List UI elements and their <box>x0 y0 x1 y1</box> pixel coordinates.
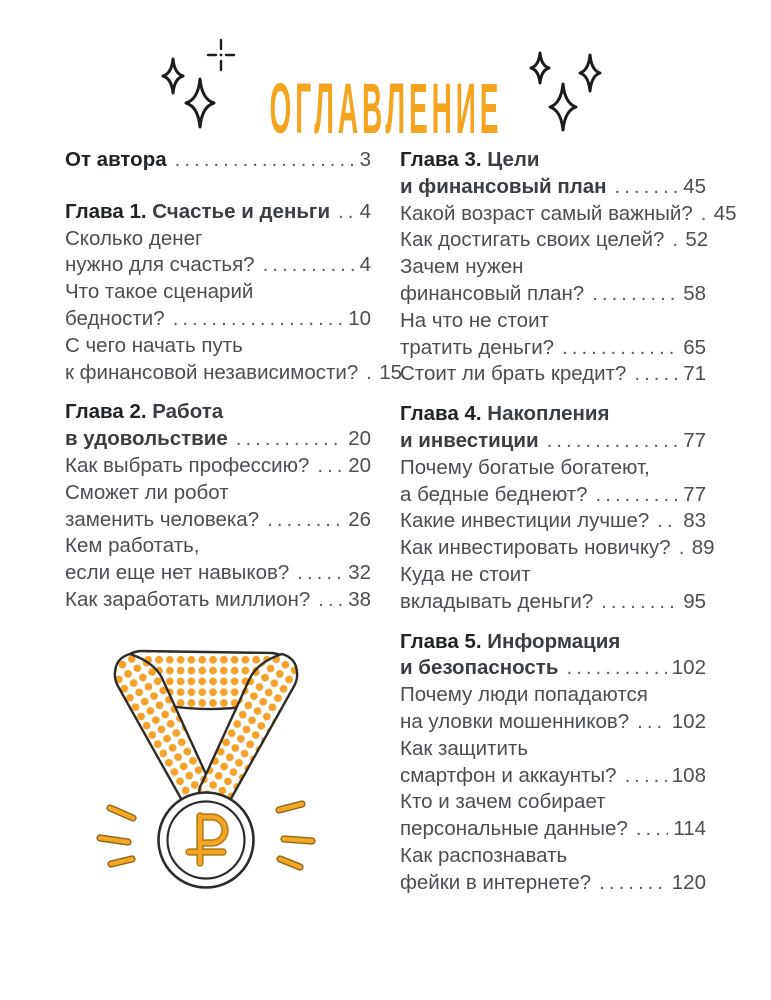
chapter-number: Глава 5. <box>400 629 482 653</box>
entry-title: Какие инвестиции лучше? <box>400 509 650 533</box>
toc-entry-line <box>65 587 371 614</box>
sparkle-star-icon <box>531 53 549 83</box>
toc-entry-line <box>65 533 371 560</box>
toc-section <box>65 147 371 174</box>
chapter-name: и финансовый план <box>400 174 607 198</box>
toc-chapter-line <box>400 174 706 201</box>
page-number: 102 <box>671 709 706 733</box>
dot-leader <box>634 361 678 388</box>
toc-entry-line <box>65 333 371 360</box>
page-number: 65 <box>683 335 706 359</box>
sparkle-star-icon <box>580 55 600 91</box>
toc-chapter-line <box>65 399 371 426</box>
entry-title: Куда не стоит <box>400 562 531 586</box>
toc-entry-line <box>400 201 737 228</box>
entry-title: Как инвестировать новичку? <box>400 536 671 560</box>
entry-title: Зачем нужен <box>400 255 524 279</box>
dot-leader <box>562 335 678 362</box>
dot-leader <box>625 763 667 790</box>
chapter-title <box>400 147 540 174</box>
chapter-number: От автора <box>65 148 167 171</box>
toc-entry-line <box>400 535 715 562</box>
entry-title: персональные данные? <box>400 817 628 841</box>
sparkle-star-icon <box>550 84 576 130</box>
dot-leader <box>173 306 344 333</box>
entry-title: Почему люди попадаются <box>400 683 648 707</box>
dot-leader <box>599 870 667 897</box>
dot-leader <box>592 281 678 308</box>
page-number: 26 <box>348 507 371 531</box>
toc-entry-line <box>400 361 706 388</box>
chapter-name: Счастье и деньги <box>146 199 331 223</box>
dot-leader <box>366 360 374 387</box>
toc-section <box>65 399 371 613</box>
chapter-number: Глава 2. <box>65 400 147 424</box>
toc-section <box>400 629 706 897</box>
toc-entry-line <box>65 360 403 387</box>
page-number: 20 <box>348 427 371 451</box>
page-title-wrap <box>0 69 771 149</box>
page-number: 102 <box>671 656 706 680</box>
dot-leader <box>636 816 668 843</box>
page-number: 120 <box>671 870 706 894</box>
toc-entry-line <box>65 306 371 333</box>
dot-leader <box>679 535 687 562</box>
chapter-name: Цели <box>481 148 540 171</box>
entry-title: вкладывать деньги? <box>400 589 594 613</box>
toc-chapter-line <box>400 401 706 428</box>
entry-title: финансовый план? <box>400 281 585 305</box>
page-number: 108 <box>671 763 706 787</box>
entry-title: к финансовой независимости? <box>65 360 359 384</box>
dot-leader <box>701 201 709 228</box>
page-number: 4 <box>359 253 371 277</box>
entry-title: Как достигать своих целей? <box>400 228 665 252</box>
toc-column-right <box>400 147 737 897</box>
toc-chapter-line <box>65 426 371 453</box>
toc-entry-line <box>65 226 371 253</box>
chapter-title <box>65 426 228 453</box>
page-number: 89 <box>691 536 715 560</box>
entry-title: Кем работать, <box>65 534 200 558</box>
chapter-name: в удовольствие <box>65 427 228 451</box>
chapter-title <box>400 629 620 656</box>
toc-entry-line <box>65 252 371 279</box>
dot-leader <box>615 174 679 201</box>
toc-entry-line <box>400 736 706 763</box>
toc-chapter-line <box>400 655 706 682</box>
chapter-title <box>400 174 607 201</box>
toc-entry-line <box>400 455 706 482</box>
entry-title: Сможет ли робот <box>65 480 229 504</box>
chapter-title <box>400 655 558 682</box>
toc-entry-line <box>400 562 706 589</box>
chapter-title <box>400 428 539 455</box>
page-number: 58 <box>683 281 706 305</box>
dot-leader <box>175 147 355 174</box>
entry-title: Что такое сценарий <box>65 280 254 304</box>
page-number: 77 <box>683 428 706 452</box>
toc-section <box>65 199 403 387</box>
entry-title: На что не стоит <box>400 308 549 332</box>
toc-entry-line <box>400 709 706 736</box>
dot-leader <box>297 560 343 587</box>
toc-chapter-line <box>65 199 371 226</box>
toc-entry-line <box>400 508 706 535</box>
dot-leader <box>338 199 355 226</box>
entry-title: С чего начать путь <box>65 333 243 357</box>
toc-entry-line <box>400 763 706 790</box>
toc-entry-line <box>400 335 706 362</box>
chapter-title <box>65 199 330 226</box>
entry-title: а бедные беднеют? <box>400 482 588 506</box>
entry-title: заменить человека? <box>65 507 260 531</box>
entry-title: смартфон и аккаунты? <box>400 763 617 787</box>
chapter-number: Глава 3. <box>400 148 482 171</box>
toc-chapter-line <box>400 147 706 174</box>
toc-chapter-line <box>400 629 706 656</box>
page-number: 3 <box>359 148 371 171</box>
dot-leader <box>263 252 355 279</box>
toc-entry-line <box>65 279 371 306</box>
chapter-name: и безопасность <box>400 656 559 680</box>
entry-title: Как распознавать <box>400 843 568 867</box>
entry-title: Стоит ли брать кредит? <box>400 362 627 386</box>
toc-section <box>400 401 715 615</box>
page-number: 83 <box>683 509 706 533</box>
dot-leader <box>657 508 678 535</box>
chapter-name: Работа <box>146 400 224 424</box>
entry-title: фейки в интернете? <box>400 870 592 894</box>
toc-entry-line <box>65 480 371 507</box>
entry-title: если еще нет навыков? <box>65 561 290 585</box>
page-number: 45 <box>713 201 737 225</box>
entry-title: Какой возраст самый важный? <box>400 201 693 225</box>
toc-chapter-line <box>400 428 706 455</box>
entry-title: бедности? <box>65 306 165 330</box>
page-number: 77 <box>683 482 706 506</box>
entry-title: Кто и зачем собирает <box>400 790 606 814</box>
toc-entry-line <box>400 870 706 897</box>
entry-title: нужно для счастья? <box>65 253 255 277</box>
toc-chapter-line <box>65 147 371 174</box>
dot-leader <box>318 587 343 614</box>
chapter-number: Глава 1. <box>65 199 147 223</box>
chapter-name: Накопления <box>481 402 610 426</box>
dot-leader <box>236 426 343 453</box>
toc-entry-line <box>400 227 709 254</box>
toc-entry-line <box>400 254 706 281</box>
page-number: 32 <box>348 561 371 585</box>
page-number: 4 <box>359 199 371 223</box>
entry-title: Как заработать миллион? <box>65 587 311 611</box>
chapter-number: Глава 4. <box>400 402 482 426</box>
chapter-title <box>400 401 609 428</box>
toc-section <box>400 147 737 388</box>
dot-leader <box>596 482 679 509</box>
page-number: 20 <box>348 453 371 477</box>
chapter-name: Информация <box>481 629 621 653</box>
page-number: 45 <box>683 174 706 198</box>
entry-title: Сколько денег <box>65 226 203 250</box>
dot-leader <box>547 428 679 455</box>
toc-entry-line <box>400 682 706 709</box>
toc-entry-line <box>65 507 371 534</box>
toc-entry-line <box>400 589 706 616</box>
page-title: ОГЛАВЛЕНИЕ <box>269 69 502 149</box>
entry-title: тратить деньги? <box>400 335 555 359</box>
chapter-name: и инвестиции <box>400 428 539 452</box>
entry-title: Почему богатые богатеют, <box>400 455 650 479</box>
entry-title: Как защитить <box>400 736 529 760</box>
toc-entry-line <box>400 843 706 870</box>
toc-entry-line <box>400 308 706 335</box>
dot-leader <box>637 709 667 736</box>
page-number: 15 <box>379 360 403 384</box>
dot-leader <box>267 507 343 534</box>
page-number: 71 <box>683 362 706 386</box>
sparkles-right-icon <box>523 42 623 152</box>
page-number: 10 <box>348 306 371 330</box>
toc-entry-line <box>65 560 371 587</box>
toc-entry-line <box>65 453 371 480</box>
toc-entry-line <box>400 789 706 816</box>
page-number: 114 <box>673 817 706 841</box>
page-number: 38 <box>348 587 371 611</box>
toc-entry-line <box>400 482 706 509</box>
entry-title: на уловки мошенников? <box>400 709 630 733</box>
page-number: 52 <box>685 228 709 252</box>
medal-ruble-illustration <box>78 622 378 942</box>
chapter-title <box>65 399 223 426</box>
sparkle-cross-icon <box>208 40 234 70</box>
dot-leader <box>601 589 678 616</box>
dot-leader <box>672 227 680 254</box>
page-number: 95 <box>683 589 706 613</box>
entry-title: Как выбрать профессию? <box>65 453 310 477</box>
toc-entry-line <box>400 281 706 308</box>
toc-entry-line <box>400 816 706 843</box>
dot-leader <box>566 655 666 682</box>
chapter-title <box>65 147 167 174</box>
dot-leader <box>317 453 343 480</box>
